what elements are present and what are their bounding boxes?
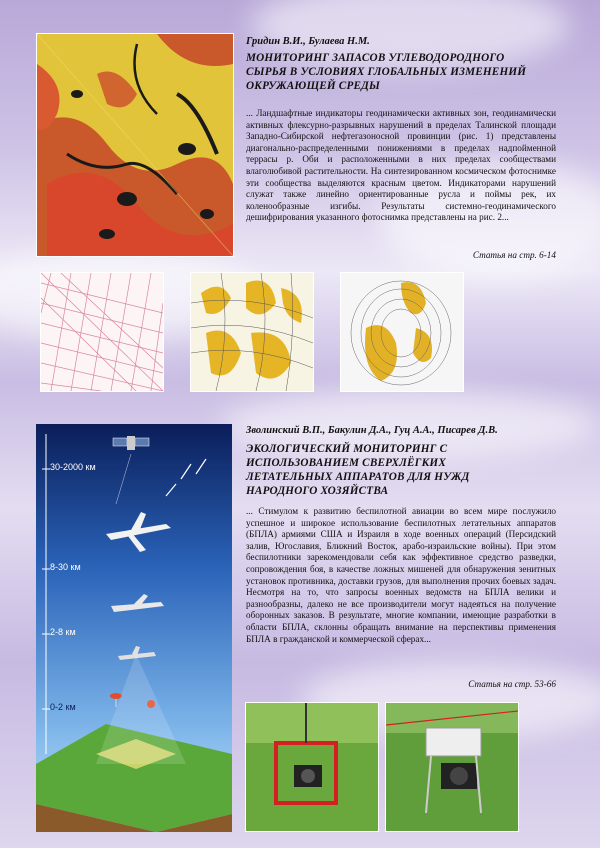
article1-page-ref: Статья на стр. 6-14	[472, 250, 556, 260]
altitude-diagram	[36, 424, 232, 832]
altitude-label-4: 0-2 км	[50, 702, 76, 712]
article1-authors: Гридин В.И., Булаева Н.М.	[246, 36, 370, 47]
article1-text: ... Ландшафтные индикаторы геодинамически активных зон, геодинамически активных флексурно-разрывных нарушений в пределах Талинской площади Западно-Сибирской нефтегазоносной провинции (рис. 1) представлены диагонально-распределенными понижениями в пределах надпойменной террасы р. Оби и расположенными в них пределах сообществами влаголюбивой растительности. На синтезированном космическом фотоснимке эти сообщества выделяются красным цветом. Индикаторами нарушений служат также линейно ориентированные русла и поймы рек, их коленообразные изгибы. Результаты системно-геодинамического дешифрирования указанного фотоснимка представлены на рис. 2...	[246, 108, 556, 223]
altitude-label-1: 30-2000 км	[50, 462, 96, 472]
article2-text: ... Стимулом к развитию беспилотной авиации во всем мире послужило успешное и широкое использование беспилотных летательных аппаратов (БПЛА) армиями США и Израиля в ходе военных операций (Персидский залив, Югославия, Ближний Восток, арабо-израильские войны). При этом беспилотники зарекомендовали себя как эффективное средство разведки, сопровождения боя, в качестве ложных мишеней для обнаружения зенитных установок противника, доставки грузов, для выполнения прочих боевых задач. Несмотря на то, что запросы военных ведомств на БПЛА велики и разнообразны, далеко не все производители могут надеяться на получение оборонных заказов. В результате, многие компании, имеющие разработки в области БПЛА, склонны обращать внимание на перспективы применения БПЛА в гражданской и коммерческой сферах...	[246, 506, 556, 644]
geodynamic-map	[190, 272, 314, 392]
camera-mount-photo-2	[385, 702, 519, 832]
article2-title: ЭКОЛОГИЧЕСКИЙ МОНИТОРИНГ С ИСПОЛЬЗОВАНИЕМ СВЕРХЛЁГКИХ ЛЕТАТЕЛЬНЫХ АППАРАТОВ ДЛЯ НУЖД НАРОДНОГО ХОЗЯЙСТВА	[246, 443, 470, 497]
article2-page-ref: Статья на стр. 53-66	[468, 679, 556, 689]
contour-map	[340, 272, 464, 392]
altitude-label-3: 2-8 км	[50, 627, 76, 637]
camera-mount-photo-1	[245, 702, 379, 832]
article2-authors: Зволинский В.П., Бакулин Д.А., Гуц А.А., Писарев Д.В.	[246, 425, 498, 436]
altitude-label-2: 8-30 км	[50, 562, 81, 572]
article1-title: МОНИТОРИНГ ЗАПАСОВ УГЛЕВОДОРОДНОГО СЫРЬЯ В УСЛОВИЯХ ГЛОБАЛЬНЫХ ИЗМЕНЕНИЙ ОКРУЖАЮЩЕЙ СРЕДЫ	[246, 52, 527, 92]
satellite-image	[36, 33, 234, 257]
fracture-grid-map	[40, 272, 164, 392]
